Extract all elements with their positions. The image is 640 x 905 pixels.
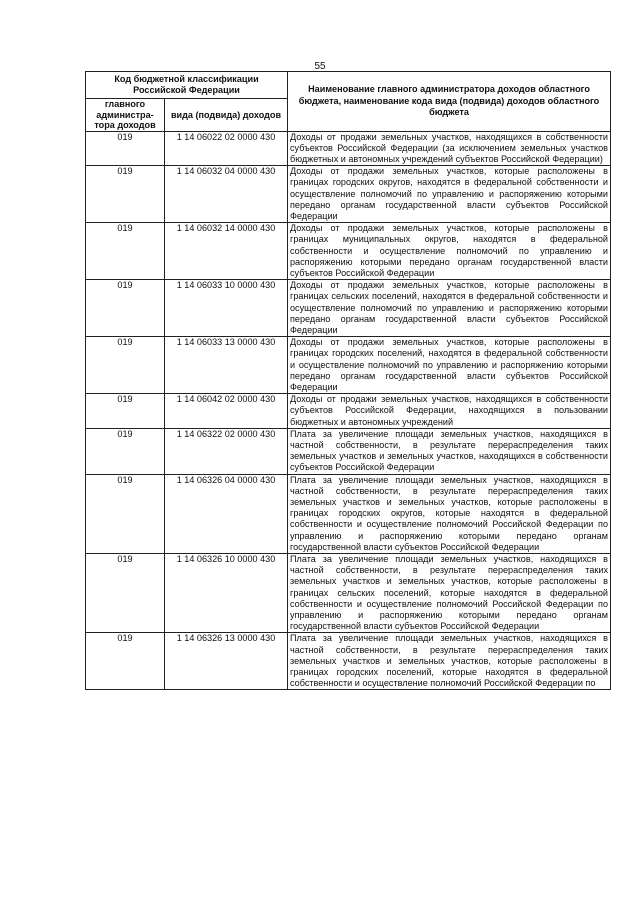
revenue-name-cell: Плата за увеличение площади земельных участков, находящихся в частной собственности, в результате перераспределения таких земельных участков и земельных участков, которые расположены в границах городских поселений, которые находятся в федеральной собственности и осуществление полномочий Российской Федерации по	[288, 633, 611, 690]
page-number: 55	[314, 61, 326, 72]
revenue-code-cell: 1 14 06033 10 0000 430	[165, 280, 288, 337]
table-row	[86, 428, 611, 474]
table-body	[86, 131, 611, 690]
budget-classification-table	[85, 71, 611, 690]
admin-code-cell: 019	[86, 554, 165, 633]
admin-code-cell: 019	[86, 633, 165, 690]
revenue-name-cell: Доходы от продажи земельных участков, находящихся в собственности субъектов Российской Федерации (за исключением земельных участков бюджетных и автономных учреждений субъектов Российской Федерации)	[288, 131, 611, 166]
admin-code-cell: 019	[86, 223, 165, 280]
revenue-name-cell: Доходы от продажи земельных участков, которые расположены в границах сельских поселений, находятся в федеральной собственности и осуществление полномочий по управлению и распоряжению которыми передано органам государственной власти субъектов Российской Федерации	[288, 280, 611, 337]
table-row	[86, 474, 611, 553]
table-row	[86, 337, 611, 394]
header-name: Наименование главного администратора доходов областного бюджета, наименование кода вида (подвида) доходов областного бюджета	[288, 72, 611, 132]
revenue-code-cell: 1 14 06032 14 0000 430	[165, 223, 288, 280]
table-row	[86, 131, 611, 166]
revenue-name-cell: Доходы от продажи земельных участков, которые расположены в границах муниципальных округов, находятся в федеральной собственности и осуществление полномочий по управлению и распоряжению которыми передано органам государственной власти субъектов Российской Федерации	[288, 223, 611, 280]
revenue-code-cell: 1 14 06326 04 0000 430	[165, 474, 288, 553]
revenue-name-cell: Плата за увеличение площади земельных участков, находящихся в частной собственности, в результате перераспределения таких земельных участков и земельных участков, которые расположены в границах городских округов, которые находятся в федеральной собственности и осуществление полномочий Российской Федерации по управлению и распоряжению которыми передано органам государственной власти субъектов Российской Федерации	[288, 474, 611, 553]
admin-code-cell: 019	[86, 474, 165, 553]
admin-code-cell: 019	[86, 428, 165, 474]
table-row	[86, 166, 611, 223]
admin-code-cell: 019	[86, 394, 165, 429]
table-row	[86, 280, 611, 337]
admin-code-cell: 019	[86, 166, 165, 223]
table-row	[86, 394, 611, 429]
header-row-top	[86, 72, 611, 99]
revenue-code-cell: 1 14 06042 02 0000 430	[165, 394, 288, 429]
revenue-code-cell: 1 14 06326 13 0000 430	[165, 633, 288, 690]
table-row	[86, 554, 611, 633]
revenue-code-cell: 1 14 06022 02 0000 430	[165, 131, 288, 166]
table-row	[86, 223, 611, 280]
revenue-code-cell: 1 14 06322 02 0000 430	[165, 428, 288, 474]
table-header	[86, 72, 611, 132]
admin-code-cell: 019	[86, 337, 165, 394]
header-code: вида (подвида) доходов	[165, 99, 288, 132]
revenue-code-cell: 1 14 06033 13 0000 430	[165, 337, 288, 394]
revenue-name-cell: Доходы от продажи земельных участков, которые расположены в границах городских округов, находятся в федеральной собственности и осуществление полномочий по управлению и распоряжению которыми передано органам государственной власти субъектов Российской Федерации	[288, 166, 611, 223]
revenue-code-cell: 1 14 06032 04 0000 430	[165, 166, 288, 223]
admin-code-cell: 019	[86, 131, 165, 166]
admin-code-cell: 019	[86, 280, 165, 337]
header-admin: главного администра-тора доходов	[86, 99, 165, 132]
revenue-code-cell: 1 14 06326 10 0000 430	[165, 554, 288, 633]
revenue-name-cell: Доходы от продажи земельных участков, которые расположены в границах городских поселений, находятся в федеральной собственности и осуществление полномочий по управлению и распоряжению которыми передано органам государственной власти субъектов Российской Федерации	[288, 337, 611, 394]
header-kbk-group: Код бюджетной классификации Российской Федерации	[86, 72, 288, 99]
revenue-name-cell: Плата за увеличение площади земельных участков, находящихся в частной собственности, в результате перераспределения таких земельных участков и земельных участков, находящихся в собственности субъектов Российской Федерации	[288, 428, 611, 474]
revenue-name-cell: Плата за увеличение площади земельных участков, находящихся в частной собственности, в результате перераспределения таких земельных участков и земельных участков, которые расположены в границах сельских поселений, которые находятся в федеральной собственности и осуществление полномочий Российской Федерации по управлению и распоряжению которыми передано органам государственной власти субъектов Российской Федерации	[288, 554, 611, 633]
table-row	[86, 633, 611, 690]
revenue-name-cell: Доходы от продажи земельных участков, находящихся в собственности субъектов Российской Федерации, находящихся в пользовании бюджетных и автономных учреждений	[288, 394, 611, 429]
